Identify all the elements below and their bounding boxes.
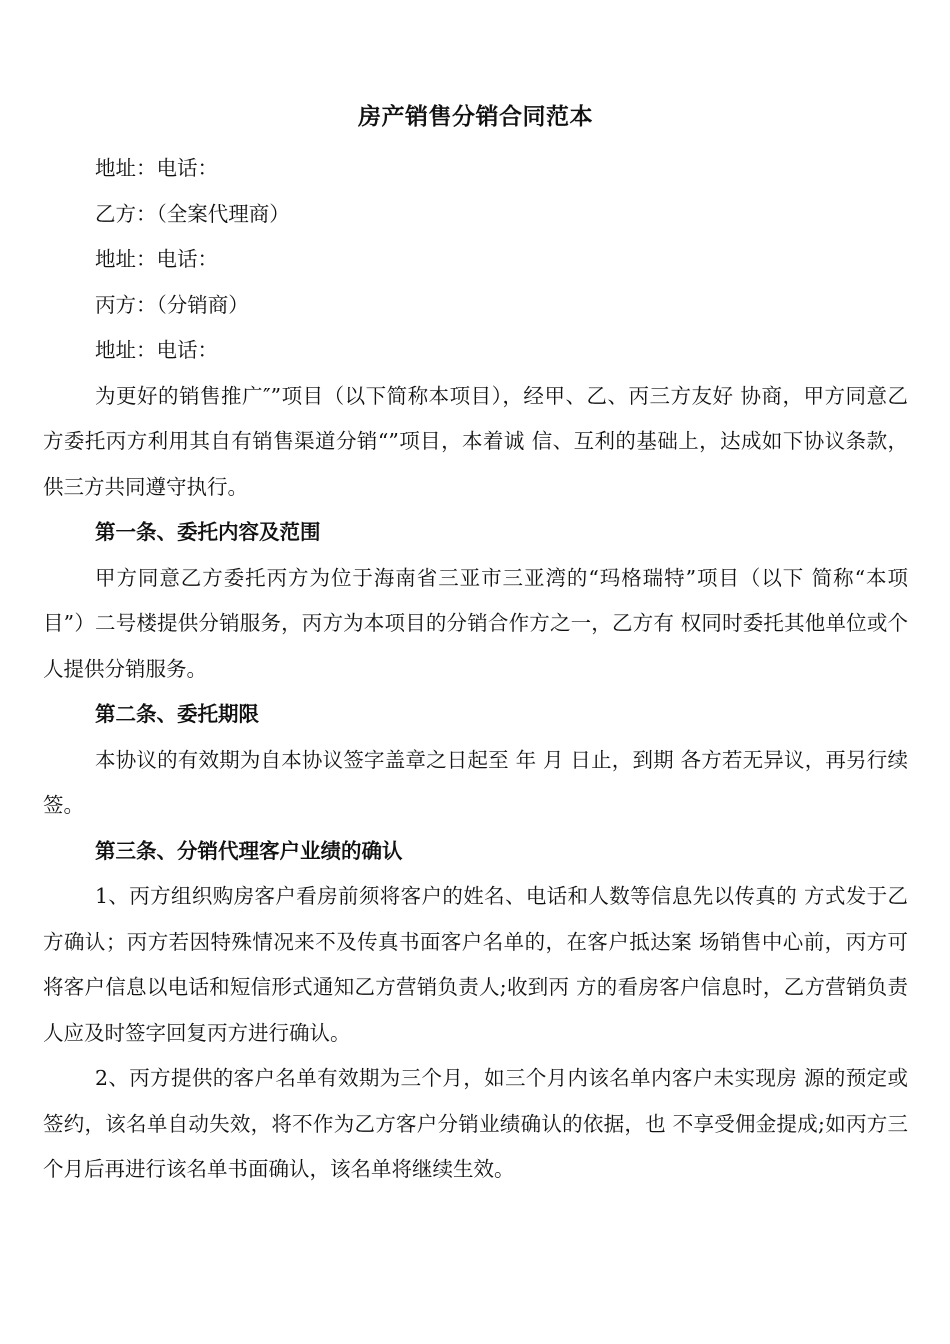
- article-1-paragraph: 甲方同意乙方委托丙方为位于海南省三亚市三亚湾的“玛格瑞特”项目（以下 简称“本项目”）二号楼提供分销服务，丙方为本项目的分销合作方之一，乙方有 权同时委托其他单位或个人提供分销服务。: [43, 565, 908, 681]
- address-phone-line-1: 地址：电话：: [95, 156, 218, 180]
- address-phone-line-2: 地址：电话：: [95, 247, 218, 271]
- party-b-line: 乙方：（全案代理商）: [95, 201, 290, 226]
- article-3-item-2: 2、丙方提供的客户名单有效期为三个月，如三个月内该名单内客户未实现房 源的预定或签约，该名单自动失效，将不作为乙方客户分销业绩确认的依据，也 不享受佣金提成;如丙方三个月后再进行该名单书面确认，该名单将继续生效。: [43, 1066, 908, 1181]
- article-3-heading: 第三条、分销代理客户业绩的确认: [95, 838, 403, 863]
- party-c-line: 丙方：（分销商）: [95, 292, 249, 317]
- document-title: 房产销售分销合同范本: [358, 103, 593, 130]
- article-2-heading: 第二条、委托期限: [95, 702, 259, 726]
- intro-paragraph: 为更好的销售推广″”项目（以下简称本项目），经甲、乙、丙三方友好 协商，甲方同意乙方委托丙方利用其自有销售渠道分销“”项目，本着诚 信、互利的基础上，达成如下协议条款，供三方共同遵守执行。: [43, 383, 908, 499]
- article-2-paragraph: 本协议的有效期为自本协议签字盖章之日起至 年 月 日止，到期 各方若无异议，再另行续签。: [43, 747, 908, 817]
- address-phone-line-3: 地址：电话：: [95, 338, 218, 362]
- article-1-heading: 第一条、委托内容及范围: [95, 520, 321, 544]
- article-3-item-1: 1、丙方组织购房客户看房前须将客户的姓名、电话和人数等信息先以传真的 方式发于乙方确认；丙方若因特殊情况来不及传真书面客户名单的，在客户抵达案 场销售中心前，丙方可将客户信息以电话和短信形式通知乙方营销负责人;收到丙 方的看房客户信息时，乙方营销负责人应及时签字回复丙方进行确认。: [43, 884, 908, 1045]
